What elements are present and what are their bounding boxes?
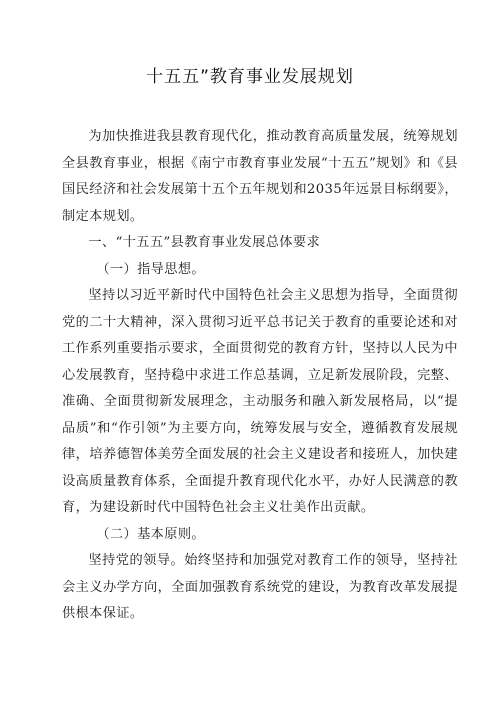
subsection-heading-guiding-ideology: （一）指导思想。	[96, 261, 206, 277]
guiding-ideology-paragraph: 坚持以习近平新时代中国特色社会主义思想为指导，全面贯彻党的二十大精神，深入贯彻习近平总书记关于教育的重要论述和对工作系列重要指示要求，全面贯彻党的教育方针，坚持以人民为中心发展教育，坚持稳中求进工作总基调，立足新发展阶段，完整、准确、全面贯彻新发展理念，主动服务和融入新发展格局，以“提品质”和“作引领”为主要方向，统筹发展与安全，遵循教育发展规律，培养德智体美劳全面发展的社会主义建设者和接班人，加快建设高质量教育体系，全面提升教育现代化水平，办好人民满意的教育，为建设新时代中国特色社会主义壮美作出贡献。	[62, 288, 458, 515]
document-body	[62, 124, 458, 628]
basic-principles-paragraph: 坚持党的领导。始终坚持和加强党对教育工作的领导，坚持社会主义办学方向，全面加强教育系统党的建设，为教育改革发展提供根本保证。	[62, 553, 458, 621]
intro-paragraph: 为加快推进我县教育现代化，推动教育高质量发展，统筹规划全县教育事业，根据《南宁市教育事业发展“十五五”规划》和《县国民经济和社会发展第十五个五年规划和2035年远景目标纲要》，制定本规划。	[62, 129, 458, 224]
section-heading: 一、“十五五”县教育事业发展总体要求	[88, 235, 321, 250]
subsection-heading-basic-principles: （二）基本原则。	[96, 526, 206, 542]
document-title: 十五五”教育事业发展规划	[146, 67, 354, 87]
